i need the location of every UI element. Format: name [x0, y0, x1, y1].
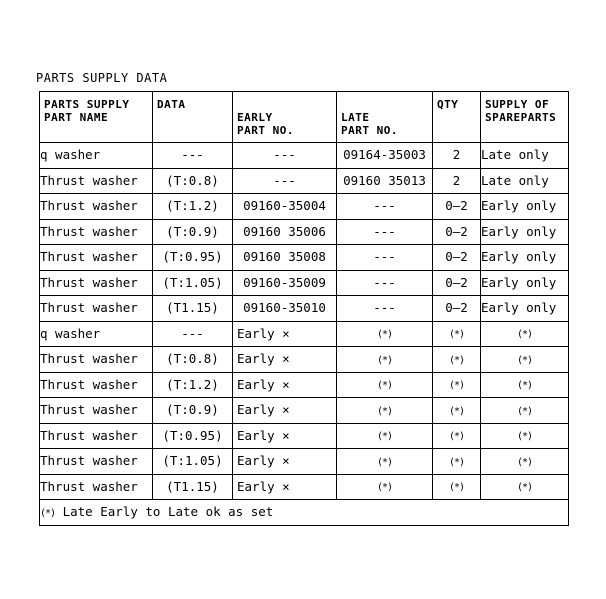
- qty-cell: 0–2: [433, 194, 481, 220]
- early-part-cell: Early ×: [233, 449, 337, 475]
- data-cell: (T1.15): [153, 296, 233, 322]
- late-part-cell: [337, 321, 433, 347]
- data-cell: (T1.15): [153, 474, 233, 500]
- supply-cell: Early only: [481, 270, 569, 296]
- supply-cell: Early only: [481, 219, 569, 245]
- early-part-cell: Early ×: [233, 372, 337, 398]
- part-name-cell: Thrust washer: [40, 372, 153, 398]
- part-name-cell: Thrust washer: [40, 347, 153, 373]
- table-row: [40, 245, 569, 271]
- asterisk-mark-icon: (*): [448, 482, 465, 494]
- part-name-cell: q washer: [40, 143, 153, 169]
- data-cell: (T:0.95): [153, 245, 233, 271]
- asterisk-mark-icon: (*): [516, 354, 533, 366]
- part-name-cell: Thrust washer: [40, 296, 153, 322]
- early-part-cell: 09160 35008: [233, 245, 337, 271]
- early-part-cell: ---: [233, 143, 337, 169]
- header-early-part-no: EARLY PART NO.: [233, 92, 337, 143]
- supply-cell: Early only: [481, 194, 569, 220]
- footnote-text: Late Early to Late ok as set: [62, 503, 274, 519]
- table-row: [40, 372, 569, 398]
- late-part-cell: [337, 372, 433, 398]
- late-part-cell: ---: [337, 194, 433, 220]
- table-row: [40, 423, 569, 449]
- qty-cell: 0–2: [433, 245, 481, 271]
- table-row: [40, 194, 569, 220]
- late-part-cell: 09160 35013: [337, 168, 433, 194]
- late-part-cell: [337, 423, 433, 449]
- late-part-cell: [337, 474, 433, 500]
- asterisk-mark-icon: (*): [376, 329, 393, 341]
- supply-cell: Early only: [481, 245, 569, 271]
- asterisk-mark-icon: (*): [516, 431, 533, 443]
- early-part-cell: Early ×: [233, 423, 337, 449]
- part-name-cell: q washer: [40, 321, 153, 347]
- asterisk-mark-icon: (*): [448, 431, 465, 443]
- document-title: PARTS SUPPLY DATA: [36, 71, 168, 85]
- qty-cell: 0–2: [433, 270, 481, 296]
- data-cell: (T:1.2): [153, 372, 233, 398]
- data-cell: (T:0.9): [153, 398, 233, 424]
- late-part-cell: ---: [337, 219, 433, 245]
- early-part-cell: ---: [233, 168, 337, 194]
- qty-cell: 2: [433, 143, 481, 169]
- data-cell: (T:1.05): [153, 449, 233, 475]
- early-part-cell: 09160 35006: [233, 219, 337, 245]
- table-row: [40, 321, 569, 347]
- data-cell: (T:0.9): [153, 219, 233, 245]
- asterisk-mark-icon: (*): [376, 380, 393, 392]
- table-row: [40, 143, 569, 169]
- footnote-cell: [40, 500, 569, 526]
- part-name-cell: Thrust washer: [40, 423, 153, 449]
- qty-cell: [433, 474, 481, 500]
- part-name-cell: Thrust washer: [40, 219, 153, 245]
- asterisk-mark-icon: (*): [40, 507, 56, 519]
- part-name-cell: Thrust washer: [40, 449, 153, 475]
- footnote-row: [40, 500, 569, 526]
- table-row: [40, 398, 569, 424]
- supply-cell: [481, 423, 569, 449]
- early-part-cell: 09160-35004: [233, 194, 337, 220]
- asterisk-mark-icon: (*): [448, 456, 465, 468]
- asterisk-mark-icon: (*): [516, 380, 533, 392]
- table-row: [40, 270, 569, 296]
- data-cell: ---: [153, 143, 233, 169]
- supply-cell: [481, 321, 569, 347]
- table-row: [40, 296, 569, 322]
- late-part-cell: 09164-35003: [337, 143, 433, 169]
- early-part-cell: Early ×: [233, 347, 337, 373]
- data-cell: (T:0.8): [153, 347, 233, 373]
- qty-cell: [433, 423, 481, 449]
- part-name-cell: Thrust washer: [40, 168, 153, 194]
- asterisk-mark-icon: (*): [448, 405, 465, 417]
- asterisk-mark-icon: (*): [376, 482, 393, 494]
- data-cell: (T:0.8): [153, 168, 233, 194]
- supply-cell: [481, 474, 569, 500]
- data-cell: (T:1.05): [153, 270, 233, 296]
- early-part-cell: 09160-35010: [233, 296, 337, 322]
- asterisk-mark-icon: (*): [376, 431, 393, 443]
- header-data: DATA: [153, 92, 233, 143]
- table-row: [40, 347, 569, 373]
- part-name-cell: Thrust washer: [40, 270, 153, 296]
- late-part-cell: [337, 347, 433, 373]
- late-part-cell: [337, 398, 433, 424]
- late-part-cell: ---: [337, 245, 433, 271]
- qty-cell: [433, 398, 481, 424]
- asterisk-mark-icon: (*): [516, 405, 533, 417]
- part-name-cell: Thrust washer: [40, 398, 153, 424]
- early-part-cell: 09160-35009: [233, 270, 337, 296]
- data-cell: ---: [153, 321, 233, 347]
- qty-cell: [433, 372, 481, 398]
- supply-cell: [481, 372, 569, 398]
- early-part-cell: Early ×: [233, 321, 337, 347]
- late-part-cell: ---: [337, 296, 433, 322]
- asterisk-mark-icon: (*): [376, 456, 393, 468]
- part-name-cell: Thrust washer: [40, 245, 153, 271]
- supply-cell: Early only: [481, 296, 569, 322]
- asterisk-mark-icon: (*): [376, 405, 393, 417]
- asterisk-mark-icon: (*): [516, 329, 533, 341]
- header-late-part-no: LATE PART NO.: [337, 92, 433, 143]
- supply-cell: Late only: [481, 168, 569, 194]
- data-cell: (T:1.2): [153, 194, 233, 220]
- header-supply: SUPPLY OF SPAREPARTS: [481, 92, 569, 143]
- table-row: [40, 219, 569, 245]
- late-part-cell: ---: [337, 270, 433, 296]
- early-part-cell: Early ×: [233, 474, 337, 500]
- early-part-cell: Early ×: [233, 398, 337, 424]
- supply-cell: [481, 398, 569, 424]
- asterisk-mark-icon: (*): [448, 354, 465, 366]
- table-row: [40, 474, 569, 500]
- qty-cell: 0–2: [433, 296, 481, 322]
- asterisk-mark-icon: (*): [448, 380, 465, 392]
- parts-supply-table: [39, 91, 569, 526]
- supply-cell: [481, 449, 569, 475]
- table-row: [40, 168, 569, 194]
- qty-cell: 2: [433, 168, 481, 194]
- header-qty: QTY: [433, 92, 481, 143]
- supply-cell: [481, 347, 569, 373]
- asterisk-mark-icon: (*): [516, 456, 533, 468]
- qty-cell: [433, 321, 481, 347]
- qty-cell: [433, 449, 481, 475]
- qty-cell: [433, 347, 481, 373]
- asterisk-mark-icon: (*): [376, 354, 393, 366]
- qty-cell: 0–2: [433, 219, 481, 245]
- part-name-cell: Thrust washer: [40, 474, 153, 500]
- data-cell: (T:0.95): [153, 423, 233, 449]
- asterisk-mark-icon: (*): [448, 329, 465, 341]
- table-header-row: [40, 92, 569, 143]
- late-part-cell: [337, 449, 433, 475]
- supply-cell: Late only: [481, 143, 569, 169]
- part-name-cell: Thrust washer: [40, 194, 153, 220]
- table-row: [40, 449, 569, 475]
- header-part-name: PARTS SUPPLY PART NAME: [40, 92, 153, 143]
- asterisk-mark-icon: (*): [516, 482, 533, 494]
